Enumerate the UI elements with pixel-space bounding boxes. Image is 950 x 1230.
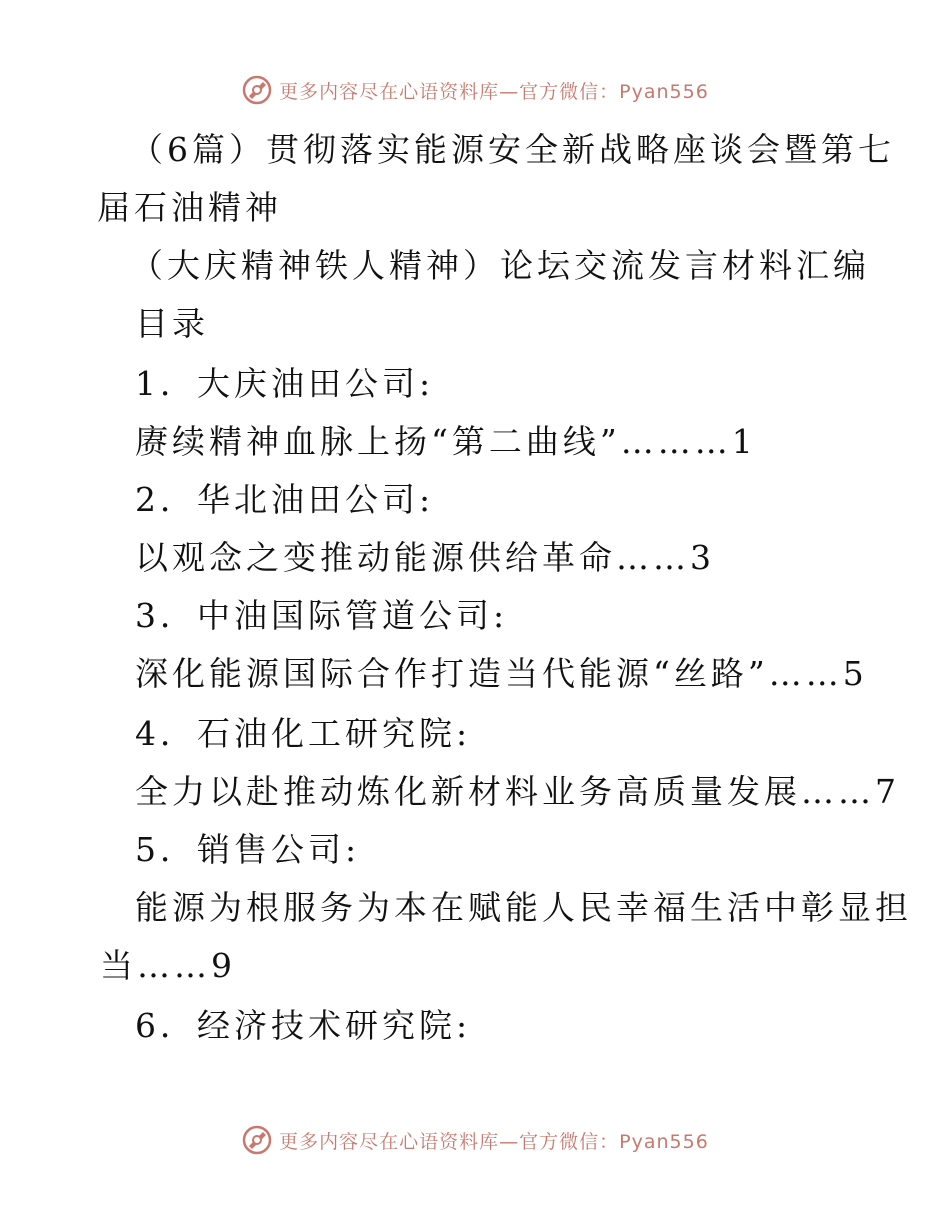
toc-item-title: 赓续精神血脉上扬“第二曲线”………1: [135, 422, 757, 461]
header-watermark: [0, 70, 950, 110]
toc-item-title: 深化能源国际合作打造当代能源“丝路”……5: [135, 654, 868, 693]
toc-item-org: 5．销售公司:: [135, 830, 361, 869]
toc-item-org: 1．大庆油田公司:: [135, 364, 435, 403]
doc-title-line-2: 届石油精神: [97, 188, 282, 227]
doc-title-line-3: （大庆精神铁人精神）论坛交流发言材料汇编: [130, 246, 870, 285]
doc-title-line-1: （6篇）贯彻落实能源安全新战略座谈会暨第七: [130, 130, 895, 169]
toc-item-title: 以观念之变推动能源供给革命……3: [135, 538, 715, 577]
watermark-text: 更多内容尽在心语资料库—官方微信：Pyan556: [279, 80, 709, 103]
footer-watermark: [0, 1120, 950, 1160]
toc-item-title-continued: 当……9: [100, 946, 236, 985]
toc-item-org: 6．经济技术研究院:: [135, 1006, 472, 1045]
toc-item-org: 3．中油国际管道公司:: [135, 596, 509, 635]
watermark-text: 更多内容尽在心语资料库—官方微信：Pyan556: [279, 1130, 709, 1153]
toc-heading: 目录: [135, 304, 209, 343]
toc-item-title: 全力以赴推动炼化新材料业务高质量发展……7: [135, 772, 900, 811]
watermark-logo-icon: [241, 1124, 273, 1156]
toc-item-org: 4．石油化工研究院:: [135, 714, 472, 753]
watermark-logo-icon: [241, 74, 273, 106]
toc-item-title: 能源为根服务为本在赋能人民幸福生活中彰显担: [135, 888, 912, 927]
toc-item-org: 2．华北油田公司:: [135, 480, 435, 519]
